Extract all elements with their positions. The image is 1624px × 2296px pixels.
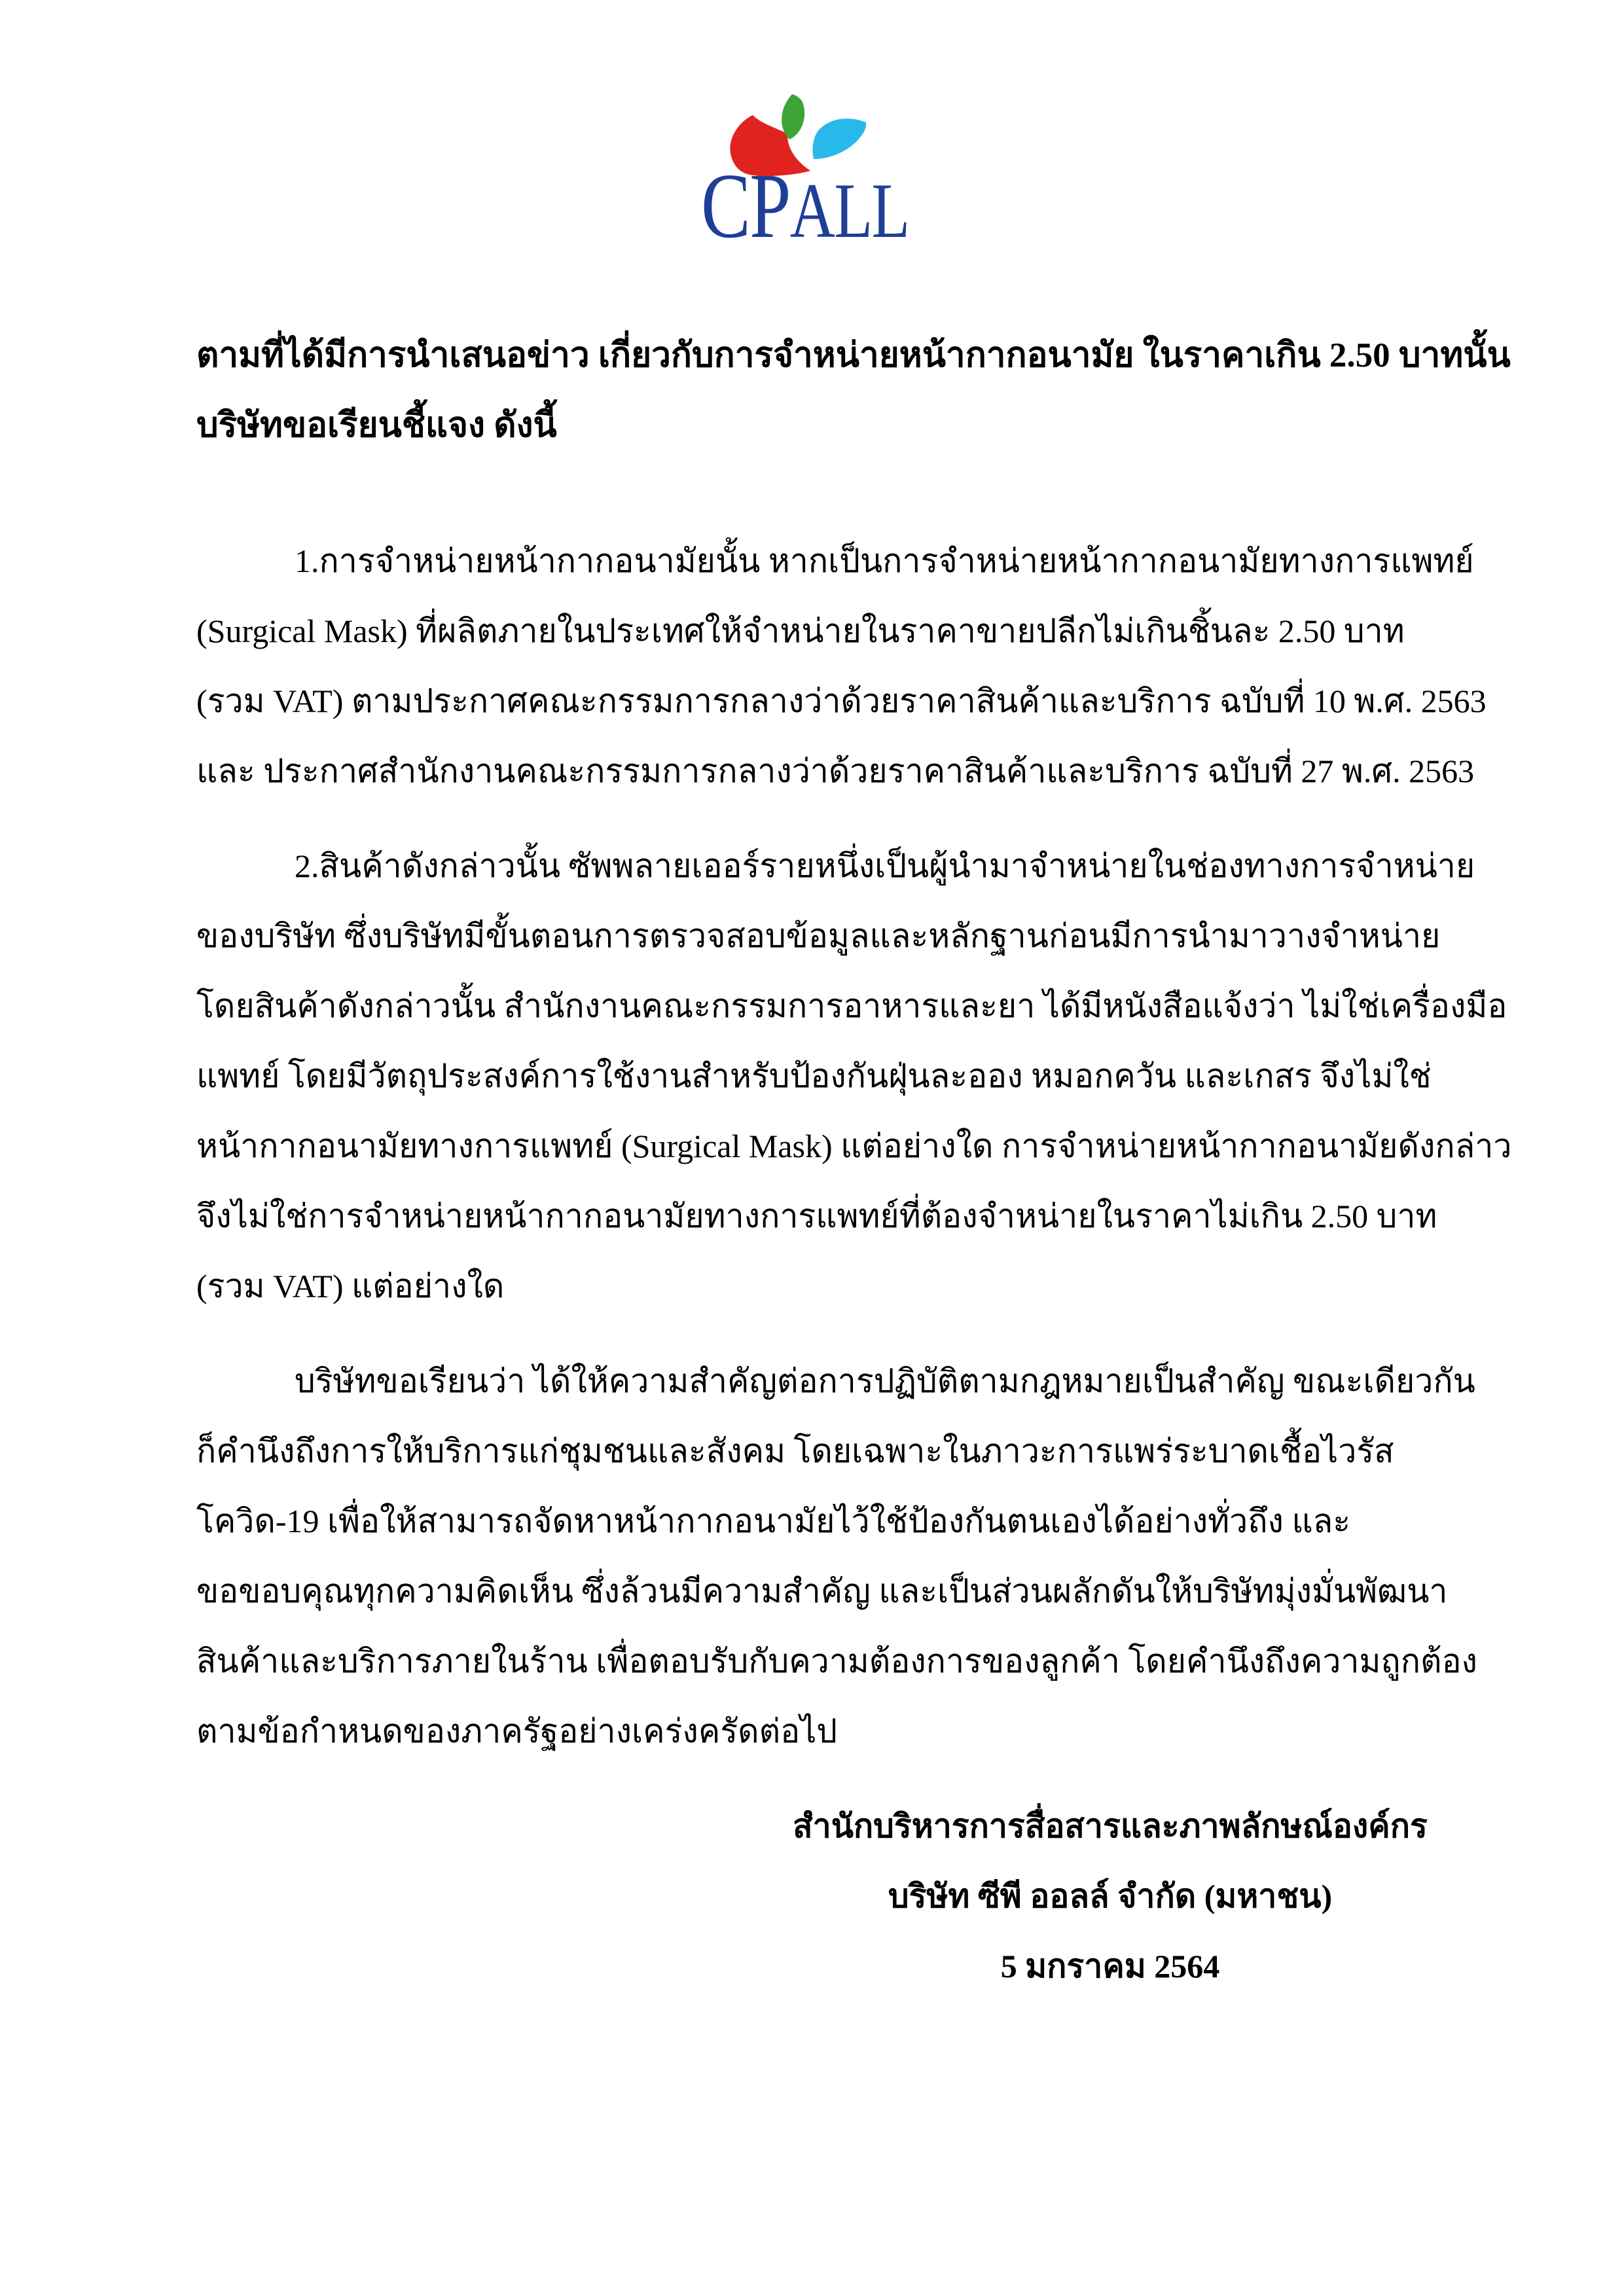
cpall-logo [648, 52, 975, 275]
logo-wordmark [701, 154, 909, 257]
signature-company: บริษัท ซีพี ออลล์ จำกัด (มหาชน) [888, 1878, 1333, 1914]
text-line: โควิด-19 เพื่อให้สามารถจัดหาหน้ากากอนามัยไว้ใช้ป้องกันตนเองได้อย่างทั่วถึง และ [196, 1503, 1351, 1539]
document-body [196, 321, 1512, 2001]
signature-date: 5 มกราคม 2564 [1000, 1948, 1220, 1984]
paragraph-2 [196, 831, 1512, 1321]
text-line: สินค้าและบริการภายในร้าน เพื่อตอบรับกับความต้องการของลูกค้า โดยคำนึงถึงความถูกต้อง [196, 1643, 1477, 1679]
logo-text-cp: CP [701, 154, 790, 257]
text-line: ตามข้อกำหนดของภาครัฐอย่างเคร่งครัดต่อไป [196, 1713, 838, 1749]
paragraph-1 [196, 526, 1487, 806]
text-line: ของบริษัท ซึ่งบริษัทมีขั้นตอนการตรวจสอบข้อมูลและหลักฐานก่อนมีการนำมาวางจำหน่าย [196, 918, 1441, 954]
text-line: จึงไม่ใช่การจำหน่ายหน้ากากอนามัยทางการแพทย์ที่ต้องจำหน่ายในราคาไม่เกิน 2.50 บาท [196, 1198, 1437, 1234]
signature-department: สำนักบริหารการสื่อสารและภาพลักษณ์องค์กร [793, 1808, 1428, 1844]
cpall-logo-graphic [648, 52, 975, 275]
logo-leaf-blue-icon [812, 118, 866, 159]
intro-line: บริษัทขอเรียนชี้แจง ดังนี้ [196, 406, 557, 444]
intro-line: ตามที่ได้มีการนำเสนอข่าว เกี่ยวกับการจำหน่ายหน้ากากอนามัย ในราคาเกิน 2.50 บาทนั้น [196, 336, 1511, 374]
text-line: โดยสินค้าดังกล่าวนั้น สำนักงานคณะกรรมการอาหารและยา ได้มีหนังสือแจ้งว่า ไม่ใช่เครื่องมือ [196, 988, 1507, 1024]
text-line: (รวม VAT) ตามประกาศคณะกรรมการกลางว่าด้วยราคาสินค้าและบริการ ฉบับที่ 10 พ.ศ. 2563 [196, 683, 1487, 719]
text-line: ก็คำนึงถึงการให้บริการแก่ชุมชนและสังคม โดยเฉพาะในภาวะการแพร่ระบาดเชื้อไวรัส [196, 1433, 1394, 1469]
logo-text-all: ALL [789, 166, 909, 255]
text-line: ขอขอบคุณทุกความคิดเห็น ซึ่งล้วนมีความสำคัญ และเป็นส่วนผลักดันให้บริษัทมุ่งมั่นพัฒนา [196, 1573, 1448, 1609]
text-line: แพทย์ โดยมีวัตถุประสงค์การใช้งานสำหรับป้องกันฝุ่นละออง หมอกควัน และเกสร จึงไม่ใช่ [196, 1058, 1432, 1094]
signature-block [786, 1791, 1434, 2001]
text-line: (Surgical Mask) ที่ผลิตภายในประเทศให้จำหน่ายในราคาขายปลีกไม่เกินชิ้นละ 2.50 บาท [196, 613, 1405, 649]
text-line: หน้ากากอนามัยทางการแพทย์ (Surgical Mask) แต่อย่างใด การจำหน่ายหน้ากากอนามัยดังกล่าว [196, 1128, 1512, 1164]
text-line: และ ประกาศสำนักงานคณะกรรมการกลางว่าด้วยราคาสินค้าและบริการ ฉบับที่ 27 พ.ศ. 2563 [196, 753, 1475, 789]
intro-statement [196, 321, 1511, 461]
text-line: 1.การจำหน่ายหน้ากากอนามัยนั้น หากเป็นการจำหน่ายหน้ากากอนามัยทางการแพทย์ [295, 543, 1474, 579]
logo-leaf-green-icon [782, 94, 804, 139]
svg-text:CPALL [701, 154, 909, 257]
text-line: 2.สินค้าดังกล่าวนั้น ซัพพลายเออร์รายหนึ่งเป็นผู้นำมาจำหน่ายในช่องทางการจำหน่าย [295, 848, 1475, 884]
text-line: บริษัทขอเรียนว่า ได้ให้ความสำคัญต่อการปฏิบัติตามกฎหมายเป็นสำคัญ ขณะเดียวกัน [295, 1363, 1475, 1399]
text-line: (รวม VAT) แต่อย่างใด [196, 1268, 505, 1304]
paragraph-3 [196, 1346, 1477, 1767]
